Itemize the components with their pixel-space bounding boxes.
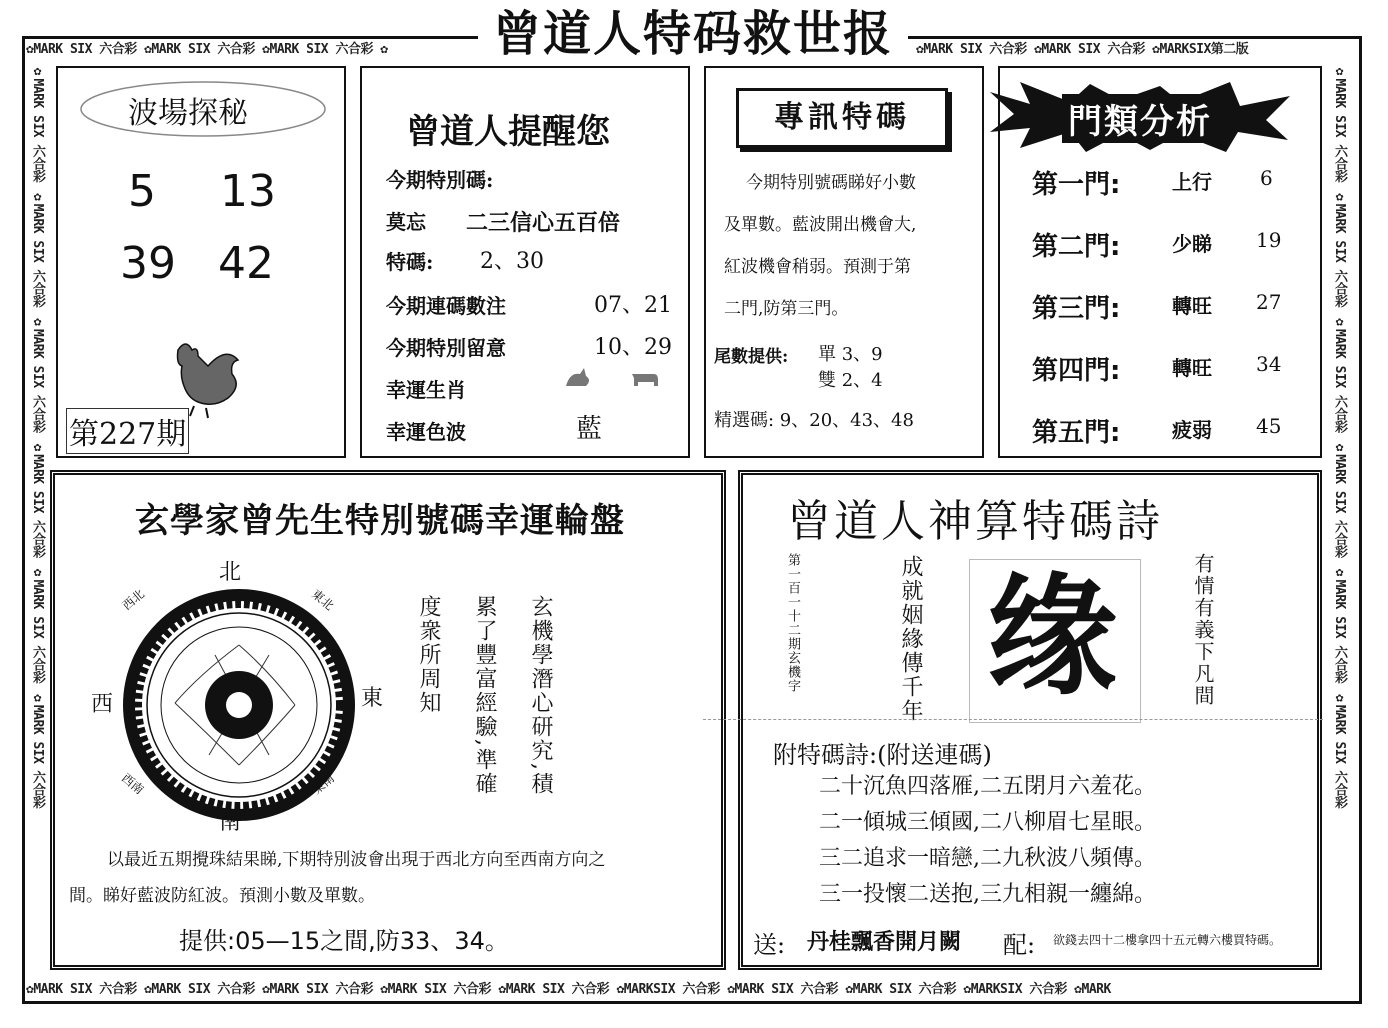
remind-label: 莫忘 bbox=[386, 210, 426, 234]
door-trend: 上行 bbox=[1172, 170, 1212, 194]
zhuanxun-line: 紅波機會稍弱。預測于第 bbox=[724, 257, 911, 277]
poem-line: 三二追求一暗戀,二九秋波八頻傳。 bbox=[819, 846, 1156, 871]
border-bottom: ✿MARK SIX 六合彩 ✿MARK SIX 六合彩 ✿MARK SIX 六合彩 ✿MARK SIX 六合彩 ✿MARK SIX 六合彩 ✿MARKSIX 六合彩 ✿MARK SIX 六合彩 ✿MARK SIX 六合彩 ✿MARKSIX 六合彩 ✿MARK bbox=[26, 982, 1111, 997]
bochang-number: 39 bbox=[120, 238, 176, 289]
remind-value: 07、21 bbox=[594, 293, 672, 318]
dir-ne: 東北 bbox=[308, 586, 337, 613]
remind-value: 2、30 bbox=[480, 249, 544, 274]
poem-line: 二十沉魚四落雁,二五閉月六羞花。 bbox=[819, 774, 1156, 799]
poem-line: 二一傾城三傾國,二八柳眉七星眼。 bbox=[819, 810, 1156, 835]
remind-heading: 曾道人提醒您 bbox=[406, 112, 610, 152]
divider-line bbox=[703, 719, 1323, 720]
dir-north: 北 bbox=[219, 560, 242, 585]
issue-label: 第227期 bbox=[66, 408, 189, 454]
bochang-panel bbox=[56, 66, 346, 458]
wheel-panel bbox=[50, 470, 726, 970]
remind-value: 10、29 bbox=[594, 335, 672, 360]
remind-panel bbox=[360, 66, 690, 458]
wheel-column: 玄機學潛心研究,積 bbox=[528, 595, 553, 796]
remind-label: 今期特別碼: bbox=[386, 168, 494, 192]
border-top-left: ✿MARK SIX 六合彩 ✿MARK SIX 六合彩 ✿MARK SIX 六合彩 ✿ bbox=[26, 42, 388, 57]
poem-panel bbox=[738, 470, 1322, 970]
poem-attach: 附特碼詩:(附送連碼) bbox=[773, 741, 992, 769]
remind-label: 幸運生肖 bbox=[386, 378, 466, 402]
dir-west: 西 bbox=[91, 692, 114, 717]
send-label: 送: bbox=[753, 931, 786, 959]
door-number: 27 bbox=[1256, 290, 1282, 314]
poem-column-right: 有情有義下凡間 bbox=[1191, 553, 1215, 707]
wheel-provide: 提供:05—15之間,防33、34。 bbox=[179, 927, 509, 955]
remind-label: 今期連碼數注 bbox=[386, 294, 506, 318]
remind-label: 幸運色波 bbox=[386, 420, 466, 444]
jingxuan: 精選碼: 9、20、43、48 bbox=[714, 410, 914, 431]
door-trend: 轉旺 bbox=[1172, 294, 1212, 318]
door-label: 第二門: bbox=[1032, 232, 1121, 262]
border-left: ✿MARK SIX 六合彩 ✿MARK SIX 六合彩 ✿MARK SIX 六合彩 ✿MARK SIX 六合彩 ✿MARK SIX 六合彩 ✿MARK SIX 六合彩 bbox=[30, 64, 45, 809]
tail-double: 雙 2、4 bbox=[818, 370, 883, 391]
menlei-heading: 門類分析 bbox=[1062, 94, 1218, 143]
dir-south: 南 bbox=[219, 810, 242, 835]
zhuanxun-line: 二門,防第三門。 bbox=[724, 299, 849, 319]
dir-se: 東南 bbox=[309, 770, 338, 797]
wheel-desc: 間。睇好藍波防紅波。預測小數及單數。 bbox=[69, 886, 375, 906]
zhuanxun-line: 今期特別號碼睇好小數 bbox=[746, 173, 916, 193]
remind-label: 今期特別留意 bbox=[386, 336, 506, 360]
door-label: 第五門: bbox=[1032, 418, 1121, 448]
remind-value: 二三信心五百倍 bbox=[466, 210, 621, 236]
poem-column-left: 成就姻緣傳千年 bbox=[898, 555, 923, 723]
bochang-number: 13 bbox=[220, 166, 276, 217]
remind-value: 藍 bbox=[576, 414, 603, 444]
poem-line: 三一投懷二送抱,三九相親一纏綿。 bbox=[819, 882, 1156, 907]
wheel-column: 度衆所周知 bbox=[416, 595, 441, 715]
border-right: ✿MARK SIX 六合彩 ✿MARK SIX 六合彩 ✿MARK SIX 六合彩 ✿MARK SIX 六合彩 ✿MARK SIX 六合彩 ✿MARK SIX 六合彩 bbox=[1332, 64, 1347, 809]
pei-label: 配: bbox=[1003, 931, 1036, 959]
rooster-icon bbox=[158, 330, 248, 420]
door-number: 6 bbox=[1260, 166, 1273, 190]
door-number: 45 bbox=[1256, 414, 1282, 438]
bochang-heading: 波場探秘 bbox=[128, 96, 248, 131]
zhuanxun-heading: 專訊特碼 bbox=[736, 88, 948, 148]
bochang-number: 42 bbox=[218, 238, 274, 289]
poem-heading: 曾道人神算特碼詩 bbox=[787, 496, 1163, 547]
zhuanxun-line: 及單數。藍波開出機會大, bbox=[724, 215, 917, 235]
dir-east: 東 bbox=[361, 686, 384, 711]
door-trend: 轉旺 bbox=[1172, 356, 1212, 380]
door-label: 第三門: bbox=[1032, 294, 1121, 324]
poem-side-issue: 第一百一十二期玄機字 bbox=[785, 553, 800, 693]
door-label: 第四門: bbox=[1032, 356, 1121, 386]
tail-label: 尾數提供: bbox=[714, 347, 789, 367]
remind-label: 特碼: bbox=[386, 250, 434, 274]
door-trend: 疲弱 bbox=[1172, 418, 1212, 442]
wheel-column: 累了豐富經驗,準確 bbox=[472, 595, 497, 796]
wheel-heading: 玄學家曾先生特別號碼幸運輪盤 bbox=[135, 501, 625, 541]
dir-nw: 西北 bbox=[119, 586, 148, 613]
zodiac-icons bbox=[562, 366, 662, 392]
tail-single: 單 3、9 bbox=[818, 344, 883, 365]
border-top-right: ✿MARK SIX 六合彩 ✿MARK SIX 六合彩 ✿MARKSIX第二版 bbox=[916, 42, 1249, 57]
menlei-panel bbox=[998, 66, 1322, 458]
page-title: 曾道人特码救世报 bbox=[478, 2, 908, 66]
wheel-desc: 以最近五期攪珠結果睇,下期特別波會出現于西北方向至西南方向之 bbox=[107, 850, 606, 870]
send-value: 丹桂飄香開月闕 bbox=[807, 929, 962, 955]
bochang-number: 5 bbox=[128, 166, 156, 217]
door-number: 19 bbox=[1256, 228, 1282, 252]
door-trend: 少睇 bbox=[1172, 232, 1212, 256]
zhuanxun-panel bbox=[704, 66, 984, 458]
poem-big-char: 缘 bbox=[987, 561, 1118, 713]
dir-sw: 西南 bbox=[118, 770, 147, 797]
pei-value: 欲錢去四十二樓拿四十五元轉六樓買特碼。 bbox=[1053, 933, 1282, 947]
door-label: 第一門: bbox=[1032, 170, 1121, 200]
door-number: 34 bbox=[1256, 352, 1282, 376]
